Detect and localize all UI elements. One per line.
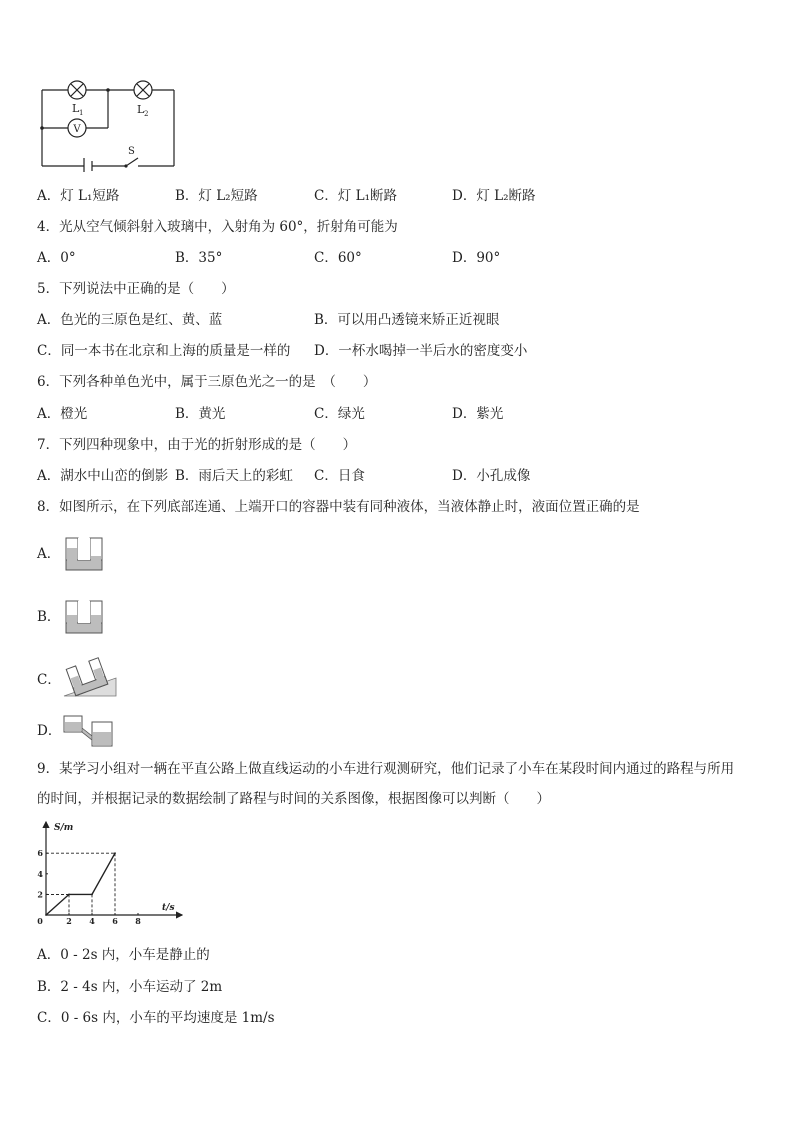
data-point xyxy=(114,852,116,854)
q4-stem: 4．光从空气倾斜射入玻璃中，入射角为 60°，折射角可能为 xyxy=(37,219,398,235)
q7-option-a[interactable]: A．湖水中山峦的倒影 xyxy=(37,468,169,484)
x-tick-label: 0 xyxy=(37,916,43,926)
u-tube-a-image[interactable] xyxy=(62,534,106,574)
q9-option-c[interactable]: C．0 - 6s 内，小车的平均速度是 1m/s xyxy=(37,1010,275,1026)
q5-option-c[interactable]: C．同一本书在北京和上海的质量是一样的 xyxy=(37,343,291,359)
q6-option-a[interactable]: A．橙光 xyxy=(37,406,88,422)
q7-stem: 7．下列四种现象中，由于光的折射形成的是（ ） xyxy=(37,437,357,453)
q6-stem: 6．下列各种单色光中，属于三原色光之一的是 （ ） xyxy=(37,374,377,390)
q7-option-d[interactable]: D．小孔成像 xyxy=(452,468,531,484)
q7-option-b[interactable]: B．雨后天上的彩虹 xyxy=(175,468,293,484)
y-tick-label: 4 xyxy=(37,868,43,879)
x-tick-label: 8 xyxy=(135,916,141,926)
q3-option-c[interactable]: C．灯 L₁断路 xyxy=(314,188,397,204)
lamp-l1-label: L xyxy=(72,102,80,115)
lamp-l2-icon xyxy=(134,81,152,99)
q5-option-d[interactable]: D．一杯水喝掉一半后水的密度变小 xyxy=(314,343,528,359)
q3-option-a[interactable]: A．灯 L₁短路 xyxy=(37,188,120,204)
q6-option-b[interactable]: B．黄光 xyxy=(175,406,226,422)
data-point xyxy=(91,894,93,896)
q3-option-d[interactable]: D．灯 L₂断路 xyxy=(452,188,536,204)
q9-stem-line2: 的时间，并根据记录的数据绘制了路程与时间的关系图像，根据图像可以判断（ ） xyxy=(37,791,550,807)
q8-option-c[interactable]: C． xyxy=(37,672,61,688)
q6-option-c[interactable]: C．绿光 xyxy=(314,406,365,422)
x-tick-label: 6 xyxy=(112,916,118,926)
lamp-l2-label: L xyxy=(137,103,145,116)
switch-label: S xyxy=(128,146,135,157)
q5-option-b[interactable]: B．可以用凸透镜来矫正近视眼 xyxy=(314,312,500,328)
q8-option-b[interactable]: B． xyxy=(37,609,61,625)
q5-stem: 5．下列说法中正确的是（ ） xyxy=(37,281,235,297)
y-tick-label: 2 xyxy=(37,889,43,900)
data-point xyxy=(45,914,47,916)
u-tube-b-image[interactable] xyxy=(62,597,106,637)
q8-option-a[interactable]: A． xyxy=(37,546,61,562)
q4-option-d[interactable]: D．90° xyxy=(452,250,501,266)
q3-option-b[interactable]: B．灯 L₂短路 xyxy=(175,188,258,204)
q6-option-d[interactable]: D．紫光 xyxy=(452,406,504,422)
y-axis-label: S/m xyxy=(54,823,74,833)
x-tick-label: 2 xyxy=(66,916,72,926)
q8-stem: 8．如图所示，在下列底部连通、上端开口的容器中装有同种液体，当液体静止时，液面位置正确的是 xyxy=(37,499,640,515)
lamp-l2-sub: 2 xyxy=(144,110,149,118)
circuit-diagram xyxy=(38,78,178,172)
q4-option-c[interactable]: C．60° xyxy=(314,250,362,266)
lamp-l1-icon xyxy=(68,81,86,99)
q9-option-a[interactable]: A．0 - 2s 内，小车是静止的 xyxy=(37,947,210,963)
q5-option-a[interactable]: A．色光的三原色是红、黄、蓝 xyxy=(37,312,223,328)
q4-option-b[interactable]: B．35° xyxy=(175,250,223,266)
q7-option-c[interactable]: C．日食 xyxy=(314,468,365,484)
lamp-l1-sub: 1 xyxy=(79,109,84,117)
q4-option-a[interactable]: A．0° xyxy=(37,250,76,266)
x-axis-label: t/s xyxy=(162,903,175,913)
y-tick-label: 6 xyxy=(37,848,43,859)
u-tube-c-image[interactable] xyxy=(62,656,118,700)
voltmeter-icon xyxy=(68,119,86,137)
distance-time-chart xyxy=(36,818,186,930)
series-line xyxy=(46,853,115,915)
x-tick-label: 4 xyxy=(89,916,95,926)
q9-option-b[interactable]: B．2 - 4s 内，小车运动了 2m xyxy=(37,979,223,995)
data-point xyxy=(68,894,70,896)
q9-stem-line1: 9．某学习小组对一辆在平直公路上做直线运动的小车进行观测研究，他们记录了小车在某段时间内通过的路程与所用 xyxy=(37,761,735,777)
voltmeter-label: V xyxy=(73,124,81,135)
q8-option-d[interactable]: D． xyxy=(37,723,62,739)
u-tube-d-image[interactable] xyxy=(62,712,116,750)
